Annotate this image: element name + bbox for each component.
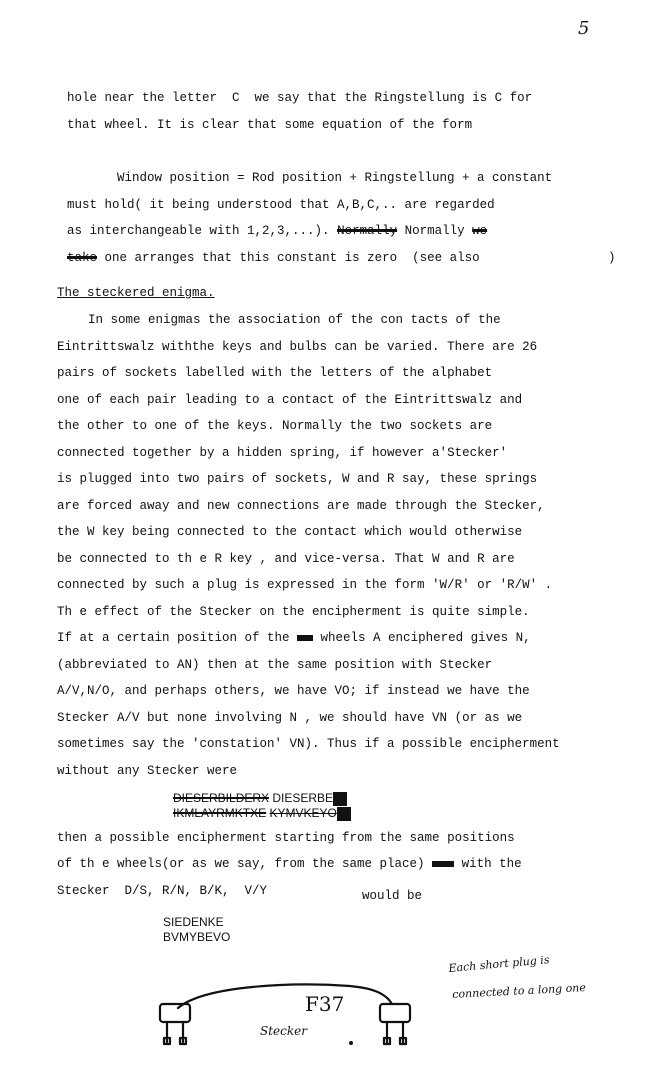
handwritten-note-line-2: connected to a long one xyxy=(452,981,587,1001)
main-line-11: connected by such a plug is expressed in the form 'W/R' or 'R/W' . xyxy=(57,578,553,592)
cipher-2-bottom: BVMYBEVO xyxy=(163,930,231,944)
main-line-16: Stecker A/V but none involving N , we should have VN (or as we xyxy=(57,711,523,725)
main-line-3: pairs of sockets labelled with the letters of the alphabet xyxy=(57,366,493,380)
after-cipher-would-be: would be xyxy=(362,889,423,903)
sketch-folio: F37 xyxy=(305,992,345,1016)
after-eq-line-2-text: as interchangeable with 1,2,3,...). xyxy=(67,224,330,238)
after-eq-line-1: must hold( it being understood that A,B,C,.. are regarded xyxy=(67,198,495,212)
main-line-8: are forced away and new connections are made through the Stecker, xyxy=(57,499,545,513)
intro-line-1: hole near the letter C we say that the Ringstellung is C for xyxy=(67,91,533,105)
main-line-18: without any Stecker were xyxy=(57,764,238,778)
cipher-1-bottom-text: KYMVKEYO xyxy=(269,806,337,820)
struck-word-3: take xyxy=(67,251,98,265)
main-line-15: A/V,N/O, and perhaps others, we have VO; if instead we have the xyxy=(57,684,530,698)
sketch-label-stecker: Stecker xyxy=(260,1024,307,1038)
cipher-2-top: SIEDENKE xyxy=(163,915,224,929)
main-line-13-end: wheels A enciphered gives N, xyxy=(313,631,531,645)
handwritten-note-line-1: Each short plug is xyxy=(448,953,550,975)
after-cipher-line-2-start: of th e wheels(or as we say, from the same place) xyxy=(57,857,425,871)
after-eq-line-3-text: one arranges that this constant is zero (see also xyxy=(104,251,480,265)
main-line-6: connected together by a hidden spring, if however a'Stecker' xyxy=(57,446,508,460)
closing-paren: ) xyxy=(608,251,616,265)
stecker-cable xyxy=(178,985,392,1008)
after-cipher-line-1: then a possible encipherment starting from the same positions xyxy=(57,831,515,845)
right-plug-icon xyxy=(380,1004,410,1044)
cipher-1-bottom-struck: IKMLAYRMKTXE xyxy=(173,806,267,820)
main-line-10: be connected to th e R key , and vice-versa. That W and R are xyxy=(57,552,515,566)
main-line-14: (abbreviated to AN) then at the same position with Stecker xyxy=(57,658,493,672)
main-line-13-start: If at a certain position of the xyxy=(57,631,298,645)
left-plug-icon xyxy=(160,1004,190,1044)
struck-word-2: we xyxy=(472,224,488,238)
main-line-1: In some enigmas the association of the con tacts of the xyxy=(88,313,501,327)
main-line-12: Th e effect of the Stecker on the encipherment is quite simple. xyxy=(57,605,530,619)
main-line-4: one of each pair leading to a contact of the Eintrittswalz and xyxy=(57,393,523,407)
after-eq-normally: Normally xyxy=(404,224,465,238)
main-line-9: the W key being connected to the contact which would otherwise xyxy=(57,525,523,539)
main-line-5: the other to one of the keys. Normally the two sockets are xyxy=(57,419,493,433)
struck-word-1: Normally xyxy=(337,224,398,238)
main-line-7: is plugged into two pairs of sockets, W and R say, these springs xyxy=(57,472,538,486)
intro-line-2: that wheel. It is clear that some equation of the form xyxy=(67,118,473,132)
cipher-1-top-struck: DIESERBILDERX xyxy=(173,791,270,805)
cipher-1-top-text: DIESERBE xyxy=(272,791,334,805)
after-cipher-line-3: Stecker D/S, R/N, B/K, V/Y xyxy=(57,884,268,898)
page-number: 5 xyxy=(578,18,590,39)
after-cipher-line-2-end: with the xyxy=(454,857,522,871)
main-line-2: Eintrittswalz withthe keys and bulbs can be varied. There are 26 xyxy=(57,340,538,354)
section-heading: The steckered enigma. xyxy=(57,286,215,300)
main-line-17: sometimes say the 'constation' VN). Thus if a possible encipherment xyxy=(57,737,560,751)
ink-dot xyxy=(349,1041,353,1045)
equation-line: Window position = Rod position + Ringstellung + a constant xyxy=(117,171,553,185)
